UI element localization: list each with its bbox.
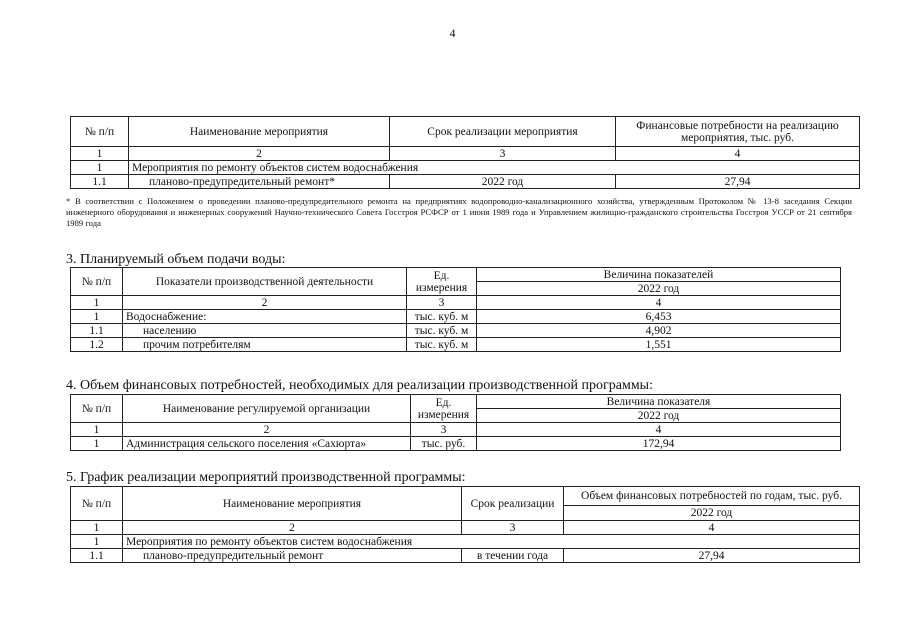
table-index-row <box>71 521 860 535</box>
group-title: Мероприятия по ремонту объектов систем водоснабжения <box>123 535 860 549</box>
index-cell: 2 <box>123 296 407 310</box>
header-amount: Финансовые потребности на реализацию мероприятия, тыс. руб. <box>616 117 860 147</box>
index-cell: 2 <box>123 423 411 437</box>
section5-title: 5. График реализации мероприятий производственной программы: <box>66 470 466 485</box>
header-term: Срок реализации <box>462 487 564 521</box>
table-header-row <box>71 117 860 147</box>
header-value: Величина показателей <box>477 268 841 282</box>
header-term: Срок реализации мероприятия <box>390 117 616 147</box>
page-number: 4 <box>449 26 456 40</box>
row-num: 1 <box>71 310 123 324</box>
table-index-row <box>71 147 860 161</box>
header-unit: Ед. измерения <box>407 268 477 296</box>
row-name: Водоснабжение: <box>123 310 407 324</box>
footnote: * В соответствии с Положением о проведении планово-предупредительного ремонта на предприятиях водопроводно-канализационного хозяйства, утвержденным Протоколом № 13-8 заседания Секции инженерного оборудования и инженерных сооружений Научно-технического Совета Госстроя РСФСР от 1 июня 1989 года и Управлением жилищно-гражданского строительства Госстроя УССР от 21 сентября 1989 года <box>66 196 852 229</box>
table-group-row <box>71 161 860 175</box>
row-value: 6,453 <box>477 310 841 324</box>
index-cell: 1 <box>71 296 123 310</box>
header-num: № п/п <box>71 395 123 423</box>
header-value: Объем финансовых потребностей по годам, тыс. руб. <box>564 487 860 506</box>
row-term: 2022 год <box>390 175 616 189</box>
index-cell: 2 <box>129 147 390 161</box>
table-financial-needs <box>70 394 841 451</box>
row-name: прочим потребителям <box>123 338 407 352</box>
header-year: 2022 год <box>477 282 841 296</box>
group-num: 1 <box>71 161 129 175</box>
row-value: 4,902 <box>477 324 841 338</box>
row-value: 1,551 <box>477 338 841 352</box>
table-index-row <box>71 423 841 437</box>
table-row <box>71 437 841 451</box>
header-unit: Ед. измерения <box>411 395 477 423</box>
table-row <box>71 549 860 563</box>
section4-title: 4. Объем финансовых потребностей, необходимых для реализации производственной программы: <box>66 378 653 393</box>
header-year: 2022 год <box>564 506 860 521</box>
index-cell: 1 <box>71 521 123 535</box>
row-amount: 27,94 <box>616 175 860 189</box>
section3-title: 3. Планируемый объем подачи воды: <box>66 252 286 267</box>
index-cell: 4 <box>616 147 860 161</box>
table-group-row <box>71 535 860 549</box>
row-unit: тыс. куб. м <box>407 324 477 338</box>
index-cell: 1 <box>71 423 123 437</box>
row-value: 172,94 <box>477 437 841 451</box>
row-name: населению <box>123 324 407 338</box>
table-index-row <box>71 296 841 310</box>
row-num: 1 <box>71 437 123 451</box>
row-num: 1.1 <box>71 549 123 563</box>
index-cell: 1 <box>71 147 129 161</box>
table-row <box>71 324 841 338</box>
row-num: 1.2 <box>71 338 123 352</box>
index-cell: 3 <box>390 147 616 161</box>
table-row <box>71 175 860 189</box>
header-name: Наименование мероприятия <box>129 117 390 147</box>
header-name: Наименование мероприятия <box>123 487 462 521</box>
index-cell: 4 <box>477 296 841 310</box>
table-header-row <box>71 268 841 282</box>
index-cell: 3 <box>407 296 477 310</box>
header-name: Наименование регулируемой организации <box>123 395 411 423</box>
row-num: 1.1 <box>71 175 129 189</box>
table-events <box>70 116 860 189</box>
header-num: № п/п <box>71 487 123 521</box>
row-name: планово-предупредительный ремонт <box>123 549 462 563</box>
header-year: 2022 год <box>477 409 841 423</box>
row-term: в течении года <box>462 549 564 563</box>
index-cell: 3 <box>411 423 477 437</box>
index-cell: 4 <box>477 423 841 437</box>
table-row <box>71 310 841 324</box>
table-header-row <box>71 487 860 506</box>
row-unit: тыс. руб. <box>411 437 477 451</box>
header-num: № п/п <box>71 268 123 296</box>
index-cell: 4 <box>564 521 860 535</box>
header-name: Показатели производственной деятельности <box>123 268 407 296</box>
row-num: 1.1 <box>71 324 123 338</box>
table-water-supply <box>70 267 841 352</box>
row-unit: тыс. куб. м <box>407 310 477 324</box>
table-row <box>71 338 841 352</box>
index-cell: 3 <box>462 521 564 535</box>
row-name: Администрация сельского поселения «Сахюрта» <box>123 437 411 451</box>
row-amount: 27,94 <box>564 549 860 563</box>
header-value: Величина показателя <box>477 395 841 409</box>
row-unit: тыс. куб. м <box>407 338 477 352</box>
table-header-row <box>71 395 841 409</box>
group-title: Мероприятия по ремонту объектов систем водоснабжения <box>129 161 860 175</box>
row-name: планово-предупредительный ремонт* <box>129 175 390 189</box>
group-num: 1 <box>71 535 123 549</box>
index-cell: 2 <box>123 521 462 535</box>
header-num: № п/п <box>71 117 129 147</box>
table-schedule <box>70 486 860 563</box>
